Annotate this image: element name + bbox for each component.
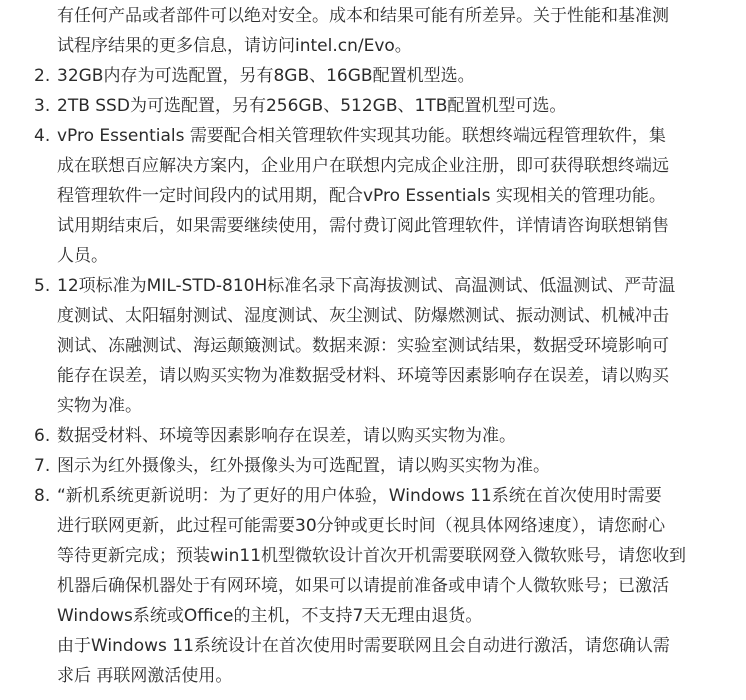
footnote-text: 进行联网更新，此过程可能需要30分钟或更长时间（视具体网络速度），请您耐心 [57,516,666,536]
footnote-number: 7. [34,456,51,476]
footnote-text: 等待更新完成；预装win11机型微软设计首次开机需要联网登入微软账号，请您收到 [57,546,687,566]
footnote-text: “新机系统更新说明：为了更好的用户体验，Windows 11系统在首次使用时需要 [57,486,662,506]
footnote-text: 图示为红外摄像头，红外摄像头为可选配置，请以购买实物为准。 [57,456,550,476]
footnote-text: 12项标准为MIL-STD-810H标准名录下高海拔测试、高温测试、低温测试、严苛温 [57,276,676,296]
footnote-text: 实物为准。 [57,396,142,416]
footnote-number: 2. [34,66,51,86]
footnote-text: 求后 再联网激活使用。 [57,666,233,686]
footnote-text: 试程序结果的更多信息，请访问intel.cn/Evo。 [57,36,412,56]
footnote-text: 能存在误差，请以购买实物为准数据受材料、环境等因素影响存在误差，请以购买 [57,366,669,386]
footnote-number: 4. [34,126,51,146]
footnote-text: vPro Essentials 需要配合相关管理软件实现其功能。联想终端远程管理软件，集 [57,126,666,146]
footnote-number: 8. [34,486,51,506]
footnote-text: 数据受材料、环境等因素影响存在误差，请以购买实物为准。 [57,426,516,446]
footnote-text: 试用期结束后，如果需要继续使用，需付费订阅此管理软件，详情请咨询联想销售 [57,216,669,236]
footnote-text: 有任何产品或者部件可以绝对安全。成本和结果可能有所差异。关于性能和基准测 [57,6,669,26]
footnote-text: 机器后确保机器处于有网环境，如果可以请提前准备或申请个人微软账号；已激活 [57,576,669,596]
footnote-text: 由于Windows 11系统设计在首次使用时需要联网且会自动进行激活，请您确认需 [57,636,670,656]
footnote-text: 程管理软件一定时间段内的试用期，配合vPro Essentials 实现相关的管理功能。 [57,186,666,206]
footnote-text: 测试、冻融测试、海运颠簸测试。数据来源：实验室测试结果，数据受环境影响可 [57,336,669,356]
footnote-text: 2TB SSD为可选配置，另有256GB、512GB、1TB配置机型可选。 [57,96,567,116]
footnote-number: 5. [34,276,51,296]
footnote-number: 3. [34,96,51,116]
footnote-text: 人员。 [57,246,108,266]
footnote-text: 32GB内存为可选配置，另有8GB、16GB配置机型选。 [57,66,475,86]
footnote-text: 度测试、太阳辐射测试、湿度测试、灰尘测试、防爆燃测试、振动测试、机械冲击 [57,306,669,326]
footnote-text: 成在联想百应解决方案内，企业用户在联想内完成企业注册，即可获得联想终端远 [57,156,669,176]
footnote-text: Windows系统或Office的主机，不支持7天无理由退货。 [57,606,483,626]
footnote-number: 6. [34,426,51,446]
